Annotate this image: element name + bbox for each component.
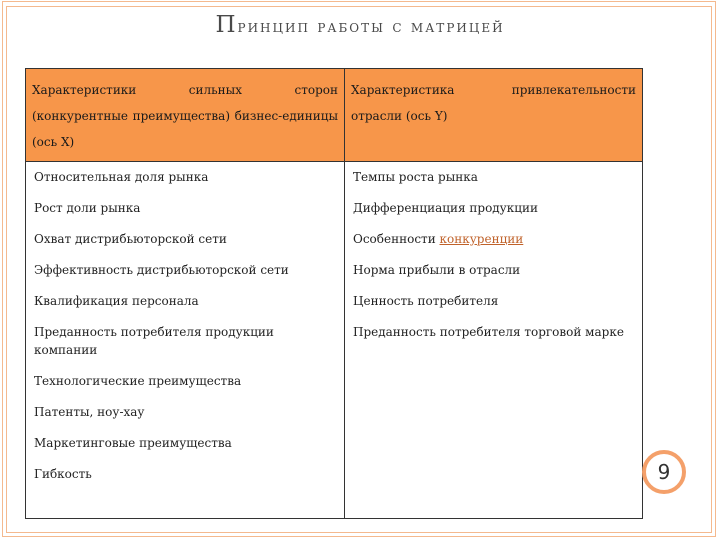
matrix-table (25, 68, 643, 519)
left-item: Технологические преимущества (34, 374, 242, 388)
left-item: Маркетинговые преимущества (34, 436, 232, 450)
right-item (353, 230, 634, 248)
header-right-cell: Характеристика привлекательности отрасли (ось Y) (345, 69, 643, 162)
left-column (26, 162, 345, 519)
right-item: Темпы роста рынка (353, 170, 478, 184)
page-number-badge: 9 (642, 450, 686, 494)
left-item: Эффективность дистрибьюторской сети (34, 263, 289, 277)
competition-link[interactable]: конкуренции (439, 232, 524, 246)
right-item: Преданность потребителя торговой марке (353, 325, 624, 339)
right-item: Норма прибыли в отрасли (353, 263, 521, 277)
left-item: Относительная доля рынка (34, 170, 209, 184)
header-left-cell: Характеристики сильных сторон (конкурентные преимущества) бизнес-единицы (ось X) (26, 69, 345, 162)
title-first-letter: П (215, 12, 238, 38)
header-row (26, 69, 643, 162)
left-item: Охват дистрибьюторской сети (34, 232, 227, 246)
left-item: Квалификация персонала (34, 294, 199, 308)
body-row (26, 162, 643, 519)
right-item: Дифференциация продукции (353, 201, 538, 215)
slide-title (0, 12, 720, 38)
right-column (345, 162, 643, 519)
title-rest: ринцип работы с матрицей (237, 17, 505, 37)
right-item: Ценность потребителя (353, 294, 499, 308)
left-item: Рост доли рынка (34, 201, 141, 215)
left-item: Гибкость (34, 467, 92, 481)
left-item: Патенты, ноу-хау (34, 405, 145, 419)
right-item-text: Особенности (353, 232, 440, 246)
left-item: Преданность потребителя продукции компании (34, 325, 274, 357)
